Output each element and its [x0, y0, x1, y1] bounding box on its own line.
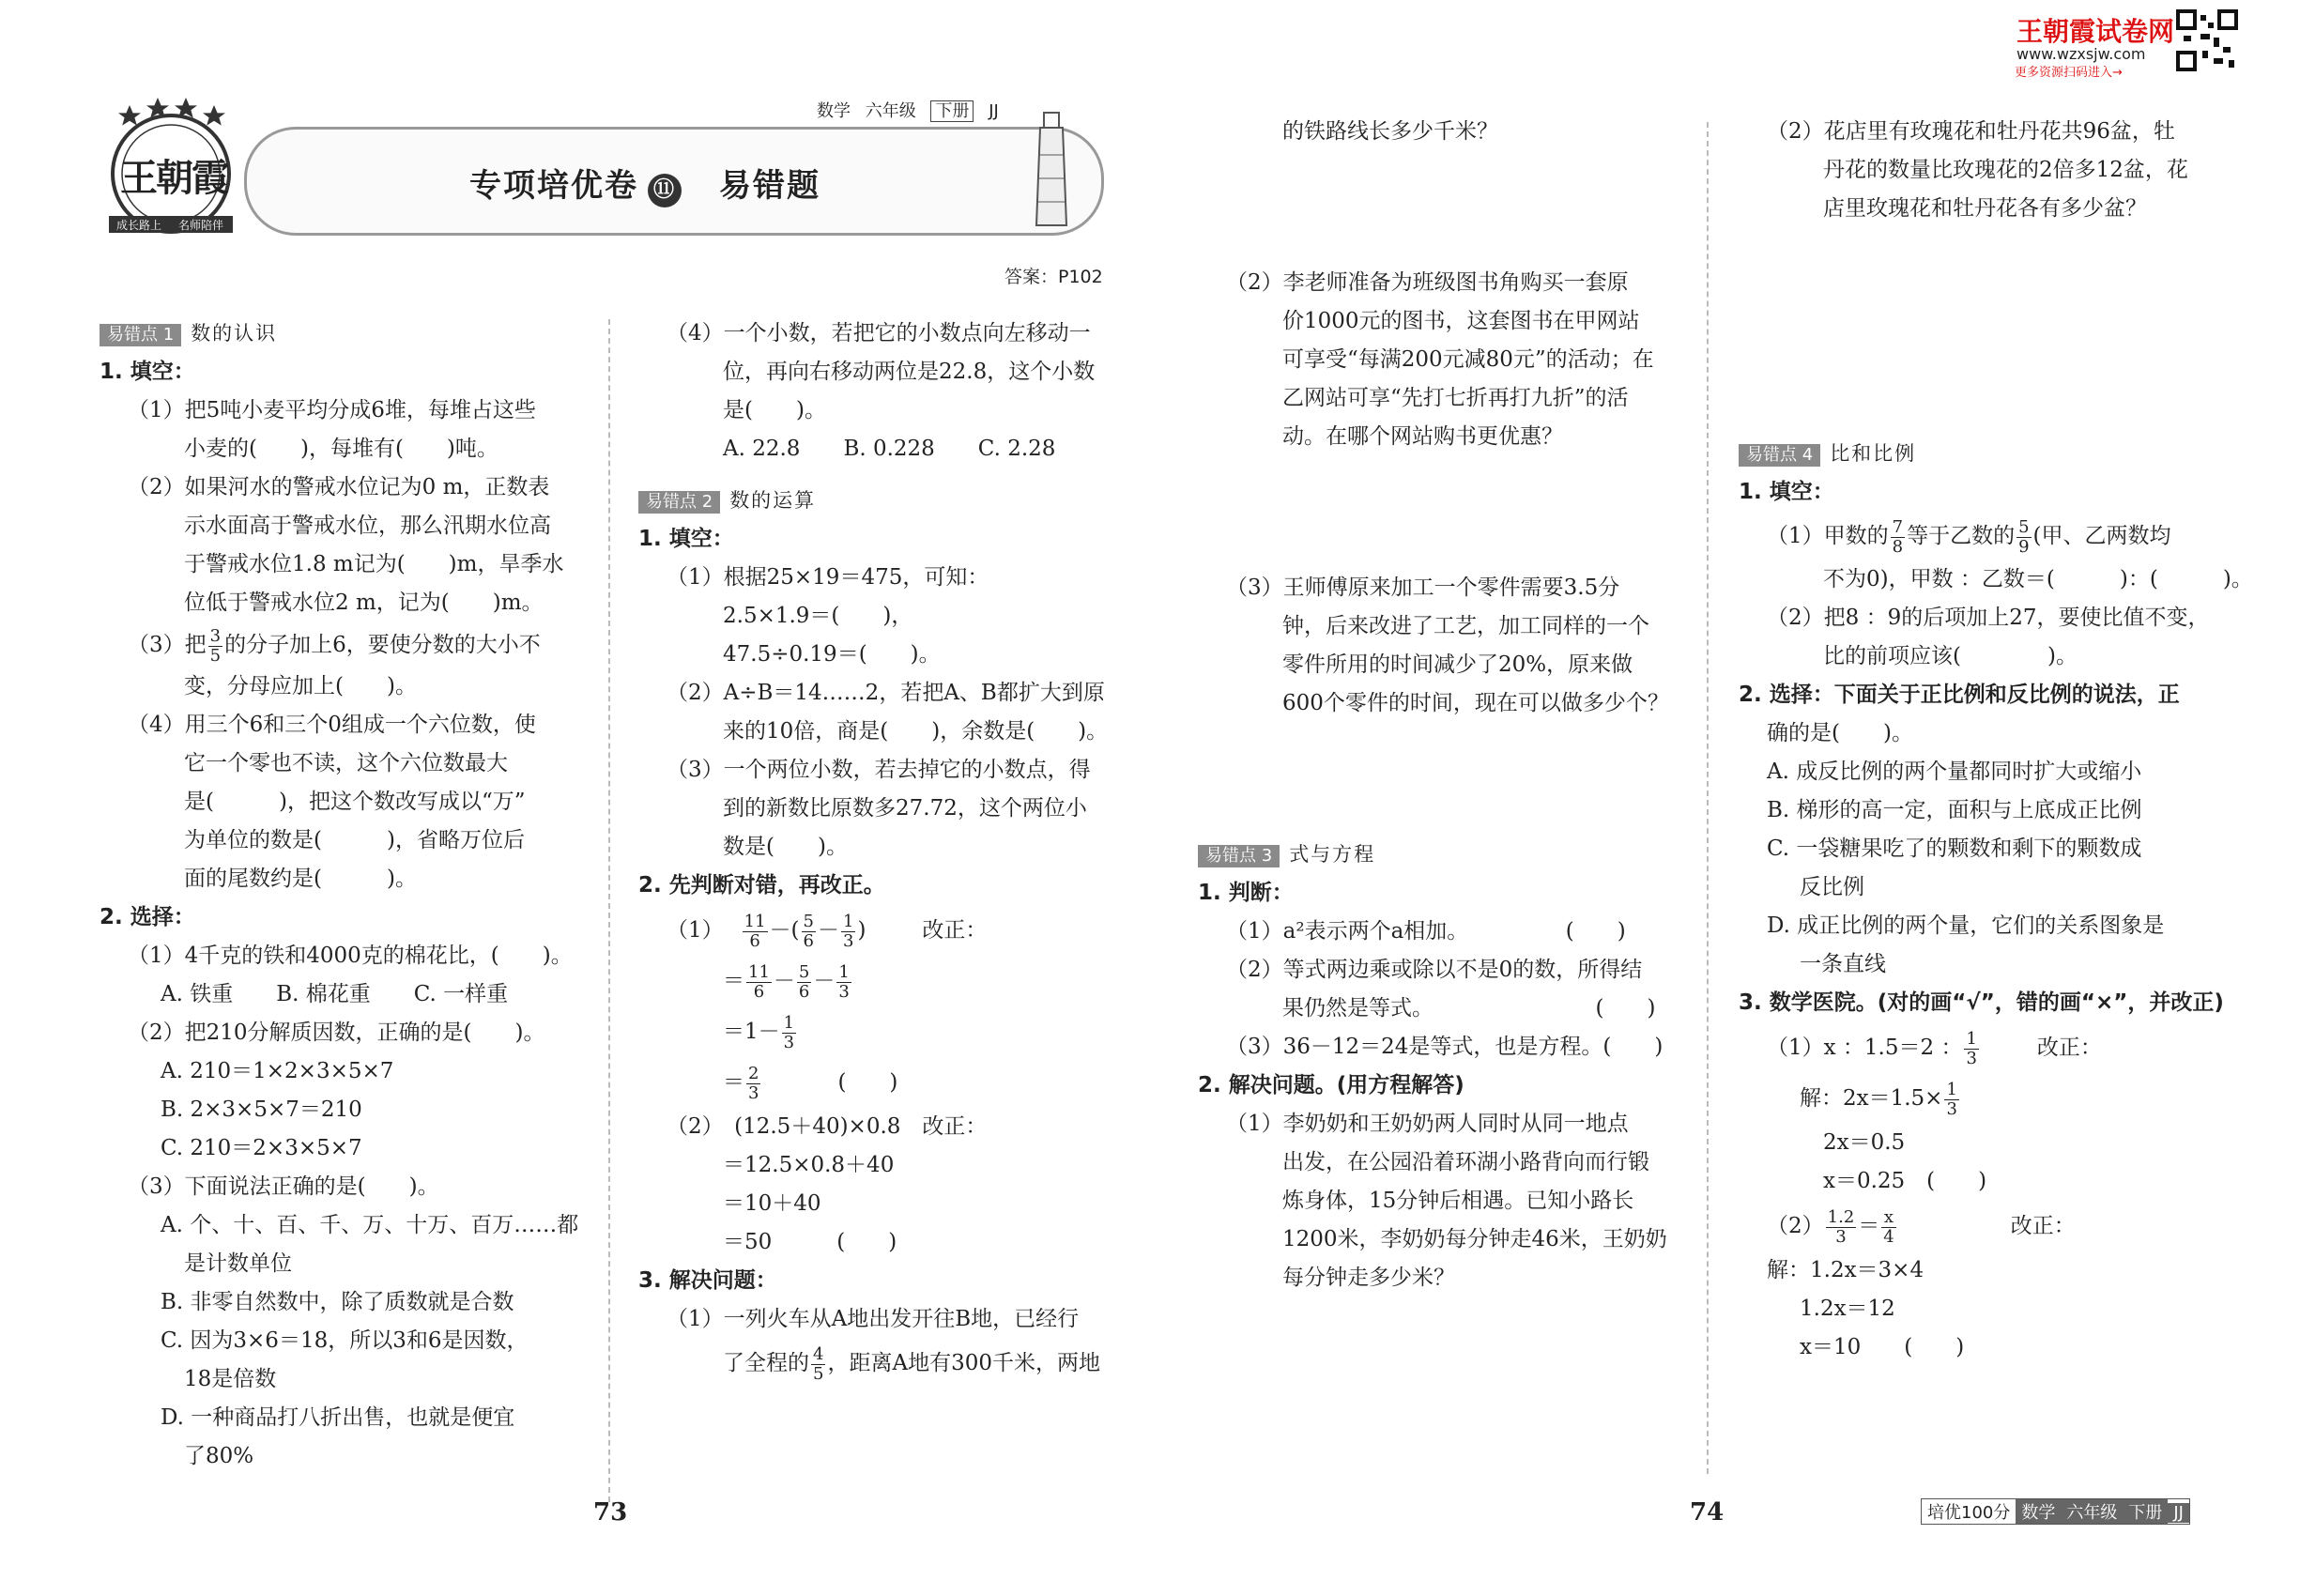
question-line: 600个零件的时间，现在可以做多少个？ [1282, 691, 1669, 715]
section-tag: 易错点 3 [1198, 845, 1280, 867]
option-line: A. 22.8 B. 0.228 C. 2.28 [723, 437, 1056, 461]
footer-grade: 六年级 [2061, 1499, 2123, 1524]
option-line: 一条直线 [1800, 952, 1886, 976]
option-line: 反比例 [1800, 875, 1864, 899]
question: 1. 判断： [1198, 881, 1294, 905]
question-line: 炼身体，15分钟后相遇。已知小路长 [1282, 1189, 1634, 1213]
expression-line: ＝10＋40 [723, 1191, 821, 1216]
question-line: （1）一列火车从A地出发开往B地，已经行 [667, 1307, 1080, 1331]
question-line: （2）把210分解质因数，正确的是( )。 [128, 1021, 545, 1045]
question-line: 来的10倍，商是( )，余数是( )。 [723, 719, 1109, 744]
question-line: （1）4千克的铁和4000克的棉花比，( )。 [128, 944, 573, 968]
footer-subject: 数学 [2016, 1499, 2061, 1524]
page-title [469, 160, 820, 207]
title-number: ⑪ [648, 174, 682, 207]
subject: 数学 [817, 101, 851, 121]
title-prefix: 专项培优卷 [469, 167, 638, 205]
option-line: A. 个、十、百、千、万、十万、百万……都 [161, 1213, 579, 1237]
option-line: C. 210＝2×3×5×7 [161, 1136, 362, 1160]
question-line: 了全程的 $\frac{4}{5}$ ，距离A地有300千米，两地 [723, 1343, 1100, 1384]
question-line: 丹花的数量比玫瑰花的2倍多12盆，花 [1823, 158, 2188, 182]
question-line: 为单位的数是( )，省略万位后 [184, 828, 525, 852]
site-url: www.wzxsjw.com [2016, 45, 2146, 63]
option-line: C. 因为3×6＝18，所以3和6是因数， [161, 1328, 529, 1353]
question-line: 零件所用的时间减少了20%，原来做 [1282, 652, 1633, 677]
expression-line: （2） (12.5＋40)×0.8 改正： [667, 1114, 988, 1139]
question-line: 出发，在公园沿着环湖小路背向而行锻 [1282, 1150, 1649, 1174]
column-divider [1707, 122, 1709, 1474]
answer-reference: 答案：P102 [1004, 267, 1103, 287]
question-line: （3）一个两位小数，若去掉它的小数点，得 [667, 758, 1091, 782]
footer-badge [1921, 1498, 2190, 1525]
scan-text: 更多资源扫码进入→ [2015, 66, 2123, 80]
question-line: 不为0)，甲数 ：乙数＝( )：( )。 [1823, 567, 2253, 591]
column-divider [608, 319, 610, 1502]
question-line: 位低于警戒水位2 m，记为( )m。 [184, 591, 544, 615]
option-line: 18是倍数 [184, 1367, 277, 1391]
question-line: 比的前项应该( )。 [1823, 644, 2078, 668]
question-line: （2）李老师准备为班级图书角购买一套原 [1226, 270, 1629, 295]
brand-motto-left: 成长路上 [116, 219, 162, 232]
question-line: 果仍然是等式。 ( ) [1282, 996, 1656, 1021]
page-number: 74 [1690, 1498, 1725, 1527]
question-line: 于警戒水位1.8 m记为( )m，旱季水 [184, 552, 564, 576]
option-line: A. 成反比例的两个量都同时扩大或缩小 [1767, 760, 2142, 784]
question-line: 动。在哪个网站购书更优惠？ [1282, 424, 1563, 449]
question-line: （4）用三个6和三个0组成一个六位数，使 [128, 713, 536, 737]
expression-line: 2x＝0.5 [1823, 1130, 1906, 1155]
question: 3. 数学医院。(对的画“√”，错的画“×”，并改正) [1739, 990, 2224, 1015]
lighthouse-icon [1023, 103, 1080, 240]
section-title: 数的认识 [191, 322, 278, 345]
term: 下册 [930, 100, 974, 122]
option-line: C. 一袋糖果吃了的颗数和剩下的颗数成 [1767, 836, 2142, 861]
question-line: （3）王师傅原来加工一个零件需要3.5分 [1226, 575, 1620, 600]
question-line: 是( )。 [723, 398, 826, 422]
section-tag: 易错点 1 [100, 324, 181, 346]
expression-line: ＝12.5×0.8＋40 [723, 1153, 895, 1177]
brand-name: 王朝霞 [120, 156, 227, 200]
qr-code-icon[interactable] [2176, 9, 2238, 71]
expression-line: x＝10 ( ) [1800, 1335, 1965, 1359]
question-line: （2）等式两边乘或除以不是0的数，所得结 [1226, 958, 1643, 982]
question-line: 钟，后来改进了工艺，加工同样的一个 [1282, 614, 1649, 638]
question-line: 是( )，把这个数改写成以“万” [184, 790, 526, 814]
grade: 六年级 [865, 101, 916, 121]
option-line: B. 梯形的高一定，面积与上底成正比例 [1767, 798, 2142, 822]
question-line: 到的新数比原数多27.72，这个两位小 [723, 796, 1087, 821]
left-column-2 [638, 315, 1127, 1388]
option-line: 了80% [184, 1444, 254, 1468]
option-line: 是计数单位 [184, 1251, 292, 1276]
question-line: （1）把5吨小麦平均分成6堆，每堆占这些 [128, 398, 536, 422]
question-line: 2.5×1.9＝( )， [723, 604, 913, 628]
section-title: 式与方程 [1289, 843, 1376, 866]
question-line: （1）a²表示两个a相加。 ( ) [1226, 919, 1626, 944]
question: 2. 选择：下面关于正比例和反比例的说法，正 [1739, 683, 2180, 707]
question-line: 示水面高于警戒水位，那么汛期水位高 [184, 514, 551, 538]
footer-series: 培优100分 [1927, 1503, 2011, 1523]
option-line: B. 2×3×5×7＝210 [161, 1097, 362, 1122]
section-tag: 易错点 4 [1739, 444, 1820, 467]
right-column-1 [1198, 113, 1686, 1297]
page-number: 73 [593, 1498, 628, 1527]
expression-line: ＝ $\frac{2}{3}$ ( ) [723, 1063, 898, 1103]
option-line: A. 210＝1×2×3×5×7 [161, 1059, 394, 1083]
question: 1. 填空： [1739, 480, 1834, 504]
left-column-1 [100, 315, 588, 1476]
edition: JJ [989, 101, 999, 121]
expression-line: 解：2x＝1.5× $\frac{1}{3}$ [1800, 1079, 1957, 1119]
question-line: 47.5÷0.19＝( )。 [723, 642, 941, 667]
question-line: 数是( )。 [723, 835, 848, 859]
question-line: （3）下面说法正确的是( )。 [128, 1174, 439, 1199]
question: 1. 填空： [100, 360, 195, 384]
question-line: （3）把 $\frac{3}{5}$ 的分子加上6，要使分数的大小不 [128, 625, 541, 666]
question-line: 确的是( )。 [1767, 721, 1913, 745]
section-tag: 易错点 2 [638, 491, 720, 514]
question: 3. 解决问题： [638, 1268, 777, 1293]
expression-line: 解：1.2x＝3×4 [1767, 1258, 1924, 1282]
expression-line: （1）x ：1.5＝2 ： $\frac{1}{3}$ 改正： [1767, 1028, 2102, 1068]
question-line: 的铁路线长多少千米？ [1282, 119, 1498, 144]
title-main: 易错题 [719, 167, 820, 205]
subject-line [817, 98, 1008, 122]
question: 2. 先判断对错，再改正。 [638, 873, 885, 898]
option-line: A. 铁重 B. 棉花重 C. 一样重 [161, 982, 509, 1006]
right-column-2 [1739, 113, 2253, 1367]
question-line: 1200米，李奶奶每分钟走46米，王奶奶 [1282, 1227, 1667, 1251]
option-line: D. 一种商品打八折出售，也就是便宜 [161, 1405, 515, 1430]
question-line: 可享受“每满200元减80元”的活动；在 [1282, 347, 1654, 372]
option-line: B. 非零自然数中，除了质数就是合数 [161, 1290, 514, 1314]
option-line: D. 成正比例的两个量，它们的关系图象是 [1767, 913, 2165, 938]
expression-line: （1） $\frac{11}{6}$ －( $\frac{5}{6}$ － $\frac{1}{3}$ ) 改正： [667, 911, 988, 951]
expression-line: x＝0.25 ( ) [1823, 1169, 1987, 1193]
question-line: （2）花店里有玫瑰花和牡丹花共96盆，牡 [1767, 119, 2175, 144]
site-name: 王朝霞试卷网 [2016, 16, 2175, 47]
question-line: 店里玫瑰花和牡丹花各有多少盆？ [1823, 196, 2147, 221]
question-line: （1）甲数的 $\frac{7}{8}$ 等于乙数的 $\frac{5}{9}$ (甲、乙两数均 [1767, 516, 2171, 557]
question-line: 乙网站可享“先打七折再打九折”的活 [1282, 386, 1629, 410]
question-line: （3）36－12＝24是等式，也是方程。( ) [1226, 1035, 1664, 1059]
expression-line: （2） $\frac{1.2}{3}$ ＝ $\frac{x}{4}$ 改正： [1767, 1206, 2076, 1247]
question-line: （4）一个小数，若把它的小数点向左移动一 [667, 321, 1091, 345]
section-title: 比和比例 [1830, 442, 1917, 465]
question-line: 价1000元的图书，这套图书在甲网站 [1282, 309, 1640, 333]
fraction: $\frac{3}{5}$ [209, 625, 222, 666]
question-line: 每分钟走多少米？ [1282, 1266, 1455, 1290]
question: 2. 解决问题。(用方程解答) [1198, 1073, 1464, 1097]
question-line: （2）如果河水的警戒水位记为0 m，正数表 [128, 475, 550, 499]
expression-line: ＝50 ( ) [723, 1230, 897, 1254]
brand-motto-right: 名师陪伴 [178, 219, 224, 232]
question-line: 位，再向右移动两位是22.8，这个小数 [723, 360, 1096, 384]
question-line: 面的尾数约是( )。 [184, 867, 417, 891]
expression-line: ＝1－ $\frac{1}{3}$ [723, 1012, 795, 1052]
expression-line: 1.2x＝12 [1800, 1297, 1895, 1321]
footer-term: 下册 [2123, 1499, 2168, 1524]
footer-edition: JJ [2168, 1503, 2189, 1523]
question-line: 它一个零也不读，这个六位数最大 [184, 751, 508, 775]
expression-line: ＝ $\frac{11}{6}$ － $\frac{5}{6}$ － $\frac{1}{3}$ [723, 961, 850, 1002]
question: 1. 填空： [638, 527, 734, 551]
question-line: 变，分母应加上( )。 [184, 674, 417, 698]
question-line: （2）把8 ：9的后项加上27，要使比值不变， [1767, 606, 2210, 630]
question-line: （1）李奶奶和王奶奶两人同时从同一地点 [1226, 1112, 1629, 1136]
question-line: 小麦的( )，每堆有( )吨。 [184, 437, 498, 461]
question: 2. 选择： [100, 905, 195, 929]
question-line: （2）A÷B＝14……2，若把A、B都扩大到原 [667, 681, 1105, 705]
question-line: （1）根据25×19＝475，可知： [667, 565, 989, 590]
section-title: 数的运算 [729, 489, 817, 512]
